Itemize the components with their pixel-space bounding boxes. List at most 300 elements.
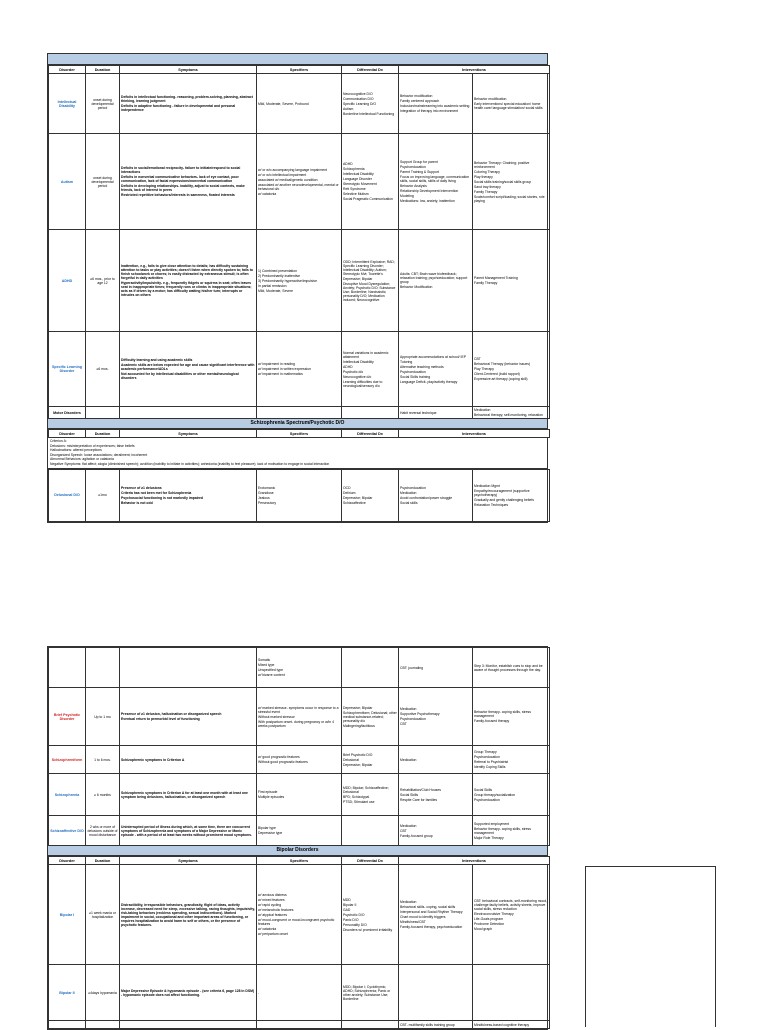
differential-cell xyxy=(342,816,399,846)
criterion-line: Disorganized Speech: loose associations; derailment; incoherent xyxy=(50,452,148,457)
specifiers-cell-item: w/ atypical features xyxy=(258,913,288,917)
duration: ≥4days hypomania xyxy=(86,965,120,1021)
specifiers-cell-item: Bipolar type xyxy=(258,826,276,830)
interventions-cell xyxy=(399,332,473,407)
empty-text-box xyxy=(585,866,716,1027)
differential-cell-item: Neurocognitive D/O xyxy=(343,91,373,96)
specifiers-cell xyxy=(257,774,342,816)
specifiers-cell-item: associated w/ another neurodevelopmental, mental or behavioral d/o xyxy=(258,182,339,191)
duration: ≥1 week mania or hospitalization xyxy=(86,865,120,965)
sheet-page-2 xyxy=(47,646,548,1030)
table-header-row xyxy=(49,430,550,438)
interventions-secondary-cell-item: Supported employment xyxy=(474,821,510,826)
interventions-cell-item: Respite Care for families xyxy=(400,797,438,802)
symptoms-cell-item: Schizophrenic symptoms in Criterion A for at least one month with at least one symptom being delusions, hallucination, or disorganized speech xyxy=(121,790,248,799)
symptoms-cell xyxy=(120,746,257,774)
specifiers-cell-item: w/ mixed features xyxy=(258,898,285,902)
interventions-cell-item: CBT xyxy=(400,828,407,833)
section2-body xyxy=(49,469,550,521)
disorder-name: Schizophreniform xyxy=(49,746,86,774)
header-interventions: Interventions xyxy=(399,857,550,865)
specifiers-cell-item: w/ melancholic features xyxy=(258,908,294,912)
interventions-cell-item: Focus on improving language, communication skills, social skills, skills of daily living xyxy=(400,175,470,183)
specifiers-cell-item: w/ anxious distress xyxy=(258,893,287,897)
differential-cell-item: OCD xyxy=(343,485,351,490)
interventions-secondary-cell-item: CBT xyxy=(474,357,481,361)
header-duration: Duration xyxy=(86,430,120,438)
symptoms-cell-item: Academic skills are below expected for age and cause significant interference with academic performance/ADLs xyxy=(121,363,255,371)
duration: ≥6 mos. xyxy=(86,332,120,407)
neurodevelopmental-table xyxy=(48,65,550,419)
specifiers-cell-item: First episode xyxy=(258,790,278,794)
disorder-name: Bipolar I xyxy=(49,865,86,965)
table-row xyxy=(49,816,550,846)
interventions-cell-item: CBT xyxy=(400,722,407,726)
interventions-cell-item: Avoid confrontation/power struggle xyxy=(400,495,453,500)
interventions-cell-item: Medication xyxy=(400,823,417,828)
differential-cell-item: Schizoaffective xyxy=(343,500,366,505)
differential-cell-item: Communication D/O xyxy=(343,96,374,101)
header-symptoms: Symptoms xyxy=(120,66,257,74)
interventions-cell xyxy=(399,74,473,134)
specifiers-cell xyxy=(257,332,342,407)
specifiers-cell-item: Depressive type xyxy=(258,831,283,835)
interventions-secondary-cell xyxy=(473,816,550,846)
interventions-cell-item: Medication xyxy=(400,490,417,495)
header-differential: Differential Dx xyxy=(342,430,399,438)
interventions-secondary-cell-item: Family Therapy xyxy=(474,281,498,285)
differential-cell-item: Rett Syndrome xyxy=(343,187,366,191)
symptoms-cell xyxy=(120,74,257,134)
specifiers-cell xyxy=(257,74,342,134)
differential-cell-item: Schizophreniform; Delusional; other medical substance-related; personality d/o xyxy=(343,710,397,723)
specifiers-cell-item: Somatic xyxy=(258,658,271,662)
specifiers-cell-item: 1) Combined presentation xyxy=(258,268,298,273)
specifiers-cell-item: Mixed type xyxy=(258,663,275,667)
interventions-secondary-cell-item: Identify Coping Skills xyxy=(474,765,506,769)
interventions-cell-item: Social Skills xyxy=(400,792,419,797)
interventions-cell-item: Family centered approach xyxy=(400,99,440,103)
blank-header-bar xyxy=(48,54,547,65)
differential-cell-item: Social Pragmatic Communication xyxy=(343,197,393,201)
criterion-line: Delusions: misinterpretation of experiences; false beliefs xyxy=(50,443,135,448)
differential-cell-item: Depressive; Bipolar xyxy=(343,762,373,767)
specifiers-cell-item: 3) Predominantly hyperactive/impulsive xyxy=(258,278,317,283)
interventions-cell-item: Modeling xyxy=(400,194,414,198)
psychotic-continued-table xyxy=(48,647,550,846)
differential-cell-item: Neurocognitive d/o xyxy=(343,374,372,379)
interventions-cell-item: Medication xyxy=(400,757,417,762)
specifiers-cell-item: Without good prognostic features xyxy=(258,760,308,764)
interventions-cell-item: Medication xyxy=(400,900,417,904)
symptoms-cell-item: Not accounted for by intellectual disabilities or other mental/neurological disorders xyxy=(121,372,239,380)
specifiers-cell-item: w/ catatonia xyxy=(258,927,277,931)
interventions-secondary-cell-item: Major Role Therapy xyxy=(474,835,504,840)
symptoms-cell-item: Major Depressive Episode & hypomanic episode - (see criteria 6, page 128 in DSM) - hypomanic episode does not affect functioning. xyxy=(121,988,255,997)
differential-cell-item: Disruptive Mood Dysregulation; Anxiety; Psychotic D/O; Substance Use; Borderline; Narcissistic; personality D/O; Medication induced; Neurocognitive xyxy=(343,281,396,302)
specifiers-cell-item: w/ impairment in mathematics xyxy=(258,372,303,376)
interventions-secondary-cell-item: Behavior therapy- coping skills, stress management xyxy=(474,826,531,835)
header-symptoms: Symptoms xyxy=(120,857,257,865)
interventions-secondary-cell-item: Psychoeducation xyxy=(474,797,500,802)
schizophrenia-table xyxy=(48,469,550,522)
schizophrenia-header-table xyxy=(48,429,550,438)
interventions-cell-item: CBT: journaling xyxy=(400,665,423,670)
interventions-secondary-cell-item: CBT: behavioral contracts, self-monitoring mood, challenge faulty beliefs, activity sheets, improve social skills, stress reduction xyxy=(474,898,548,911)
differential-cell-item: Schizophrenia xyxy=(343,167,365,171)
disorder-name: Autism xyxy=(49,134,86,230)
symptoms-cell-item: Deficits in intellectual functioning- reasoning, problem-solving, planning, abstract thinking, learning judgment xyxy=(121,95,253,103)
table-row xyxy=(49,230,550,332)
duration: ≥6 mos., prior to age 12 xyxy=(86,230,120,332)
interventions-cell-item: Behavioral skills- coping, social skills xyxy=(400,905,456,909)
differential-cell xyxy=(342,965,399,1021)
differential-cell-item: Autism xyxy=(343,106,354,111)
interventions-cell-item: Integration of therapy into environment xyxy=(400,109,459,113)
interventions-secondary-cell-item: Family Therapy xyxy=(474,189,498,194)
interventions-secondary-cell-item: Sand tray therapy xyxy=(474,184,501,189)
interventions-cell-item: Behavior modification xyxy=(400,94,433,98)
interventions-cell-item: Inclusion/mainstreaming into academic setting xyxy=(400,104,470,108)
symptoms-cell-item: Distractibility, irresponsible behaviors, grandiosity, flight of ideas, activity increase, decreased need for sleep, excessive talking, racing thoughts, impulsivity, risk-taking behaviors (reckless spending, sexual indiscretions). Marked impairment in social, occupational and other important areas of functioning, or requires hospitalization to avoid harm to self or others, or the presence of psychotic features. xyxy=(121,902,255,927)
symptoms-cell xyxy=(120,469,257,521)
section-title-bipolar: Bipolar Disorders xyxy=(48,846,547,856)
symptoms-cell-item: Difficulty learning and using academic skills xyxy=(121,358,193,362)
header-differential: Differential Dx xyxy=(342,66,399,74)
interventions-cell xyxy=(399,407,473,419)
differential-cell xyxy=(342,648,399,688)
differential-cell xyxy=(342,469,399,521)
differential-cell-item: GAD xyxy=(343,907,351,912)
specifiers-cell-item: Persecutory xyxy=(258,500,277,505)
differential-cell-item: Learning difficulties due to neurological/sensory d/o xyxy=(343,379,383,388)
interventions-secondary-cell xyxy=(473,746,550,774)
differential-cell-item: Delusional xyxy=(343,757,359,762)
duration: onset during developmental period xyxy=(86,74,120,134)
interventions-cell-item: Language Deficit- play/activity therapy xyxy=(400,379,458,384)
specifiers-cell-item: w/ impairment in reading xyxy=(258,362,295,366)
interventions-secondary-cell-item: Step 3: Monitor, establish cues to stop and be aware of thought processes through the day. xyxy=(474,663,543,672)
interventions-secondary-cell-item: Psychoeducation xyxy=(474,755,500,759)
header-symptoms: Symptoms xyxy=(120,430,257,438)
section1-body xyxy=(49,74,550,419)
symptoms-cell xyxy=(120,407,257,419)
differential-cell-item: MDD; Bipolar I; Cyclothymic; ADHD; Schizophrenia; Panic or other anxiety; Substance Use; Borderline xyxy=(343,984,391,1001)
interventions-secondary-cell-item: Play Therapy xyxy=(474,367,494,371)
interventions-cell-item: Support Group for parent xyxy=(400,160,438,164)
specifiers-cell xyxy=(257,469,342,521)
table-row xyxy=(49,688,550,746)
specifiers-cell xyxy=(257,648,342,688)
header-duration: Duration xyxy=(86,66,120,74)
specifiers-cell-item: In partial remission xyxy=(258,283,287,288)
table-row-tail xyxy=(49,1021,550,1029)
interventions-cell xyxy=(399,648,473,688)
empty-cell xyxy=(342,1021,399,1029)
specifiers-cell-item: w/ peripartum onset xyxy=(258,932,288,936)
disorder-name: Schizoaffective D/O xyxy=(49,816,86,846)
differential-cell-item: Intellectual Disability xyxy=(343,359,374,364)
interventions-cell-item: Parent Training & Support xyxy=(400,170,440,174)
differential-cell-item: Normal variations in academic attainment xyxy=(343,350,389,359)
interventions-secondary-cell-item: Behavior modification xyxy=(474,97,507,101)
differential-cell-item: Psychotic d/o xyxy=(343,369,364,374)
sheet-page-1 xyxy=(47,53,548,523)
symptoms-cell-item: Deficits in nonverbal communicative behaviors- lack of eye contact, poor communication, lack of facial expressions/nonverbal communication xyxy=(121,175,239,183)
differential-cell-item: MDD xyxy=(343,897,351,902)
interventions-cell-item: Psychoeducation xyxy=(400,165,426,169)
differential-cell-item: Malingering/factitious xyxy=(343,723,375,728)
differential-cell-item: Specific Learning D/O xyxy=(343,101,376,106)
interventions-cell-item: Psychoeducation xyxy=(400,369,426,374)
specifiers-cell xyxy=(257,688,342,746)
interventions-secondary-cell-item: Behavior therapy- coping skills, stress management xyxy=(474,710,531,718)
disorder-name: Specific Learning Disorder xyxy=(49,332,86,407)
specifiers-cell xyxy=(257,134,342,230)
disorder-name xyxy=(49,648,86,688)
specifiers-cell-item: Without marked stressor xyxy=(258,714,295,719)
criterion-line: Abnormal Behaviors: agitation or catatonia xyxy=(50,457,114,462)
table-header-row xyxy=(49,66,550,74)
interventions-secondary-cell xyxy=(473,965,550,1021)
interventions-secondary-cell: Mindfulness-based cognitive therapy xyxy=(473,1021,550,1029)
duration xyxy=(86,648,120,688)
differential-cell-item: Brief Psychotic D/O xyxy=(343,752,373,757)
criterion-a-block xyxy=(48,438,547,469)
interventions-secondary-cell xyxy=(473,865,550,965)
table-row xyxy=(49,746,550,774)
disorder-name: Brief Psychotic Disorder xyxy=(49,688,86,746)
differential-cell-item: Depressive; Bipolar xyxy=(343,705,373,710)
specifiers-cell-item: Unspecified type xyxy=(258,668,284,672)
specifiers-cell-item: 2) Predominantly inattentive xyxy=(258,273,301,278)
disorder-name: Intellectual Disability xyxy=(49,74,86,134)
specifiers-cell-item: w/ impairment in written expression xyxy=(258,367,311,371)
duration: ≥1mo xyxy=(86,469,120,521)
symptoms-cell xyxy=(120,965,257,1021)
specifiers-cell-item: w/ rapid cycling xyxy=(258,903,282,907)
interventions-secondary-cell-item: Coloring Therapy xyxy=(474,169,500,174)
symptoms-cell-item: Presence of ≥1 delusion, hallucination or disorganized speech xyxy=(121,712,222,716)
differential-cell-item: PTSD; Stimulant use xyxy=(343,799,375,804)
differential-cell xyxy=(342,332,399,407)
interventions-secondary-cell xyxy=(473,230,550,332)
specifiers-cell-item: w/ good prognostic features xyxy=(258,755,300,759)
criterion-line: Hallucinations: altered perceptions xyxy=(50,448,102,453)
symptoms-cell-item: Psychosocial functioning is not markedly impaired xyxy=(121,495,203,500)
header-interventions: Interventions xyxy=(399,66,550,74)
table-row xyxy=(49,469,550,521)
differential-cell xyxy=(342,230,399,332)
criterion-line: Criterion A: xyxy=(50,439,67,443)
symptoms-cell xyxy=(120,134,257,230)
specifiers-cell-item: Mild, Moderate, Severe, Profound xyxy=(258,101,309,106)
interventions-secondary-cell-item: Social skills training/social skills group xyxy=(474,179,532,184)
specifiers-cell xyxy=(257,230,342,332)
interventions-cell-item: Alternative teaching methods xyxy=(400,364,444,369)
duration: 1 to 6 mos. xyxy=(86,746,120,774)
differential-cell xyxy=(342,865,399,965)
interventions-secondary-cell-item: Empathy/encouragement (supportive psychotherapy) xyxy=(474,488,530,497)
interventions-secondary-cell xyxy=(473,74,550,134)
interventions-cell xyxy=(399,816,473,846)
symptoms-cell-item: Deficits in social/emotional reciprocity- failure to initiate/respond to social interactions xyxy=(121,166,241,174)
symptoms-cell-item: Restricted repetitive behaviors/interests in sameness, fixated interests xyxy=(121,193,235,197)
interventions-cell-item: Interpersonal and Social Rhythm Therapy xyxy=(400,910,463,914)
header-differential: Differential Dx xyxy=(342,857,399,865)
table-row xyxy=(49,774,550,816)
table-header-row xyxy=(49,857,550,865)
symptoms-cell-item: Schizophrenic symptoms in Criterion A xyxy=(121,757,185,762)
section4-body xyxy=(49,865,550,1029)
differential-cell xyxy=(342,134,399,230)
interventions-secondary-cell xyxy=(473,774,550,816)
interventions-cell-item: Family-focused group xyxy=(400,833,433,838)
symptoms-cell xyxy=(120,332,257,407)
empty-cell xyxy=(257,1021,342,1029)
specifiers-cell-item: w/ mood-congruent or mood-incongruent psychotic features xyxy=(258,918,335,926)
differential-cell-item: ADHD xyxy=(343,364,353,369)
symptoms-cell xyxy=(120,688,257,746)
interventions-cell-item: Mindfulness/CBT xyxy=(400,920,426,924)
empty-cell xyxy=(120,1021,257,1029)
interventions-cell xyxy=(399,746,473,774)
header-disorder: Disorder xyxy=(49,66,86,74)
duration: onset during developmental period xyxy=(86,134,120,230)
differential-cell-item: Bipolar II xyxy=(343,902,357,907)
interventions-secondary-cell-item: Scale/comfort script/loading; social stories, role playing xyxy=(474,194,545,203)
interventions-cell xyxy=(399,230,473,332)
interventions-cell xyxy=(399,774,473,816)
header-specifiers: Specifiers xyxy=(257,857,342,865)
symptoms-cell xyxy=(120,816,257,846)
differential-cell-item: Borderline Intellectual Functioning xyxy=(343,111,395,116)
interventions-secondary-cell-item: Electroconvulsive Therapy xyxy=(474,911,514,916)
interventions-cell-item: Adults: CBT; Brain wave biofeedback; relaxation training; psychoeducation; support group xyxy=(400,272,468,284)
criterion-line: Negative Symptoms: flat affect; alogia (diminished speech); avolition (inability to initiate in activities); anhedonia (inability to feel pleasure); lack of motivation to engage in social interaction xyxy=(50,461,330,466)
symptoms-cell-item: Behavior is not odd xyxy=(121,500,153,505)
specifiers-cell-item: Multiple episodes xyxy=(258,795,285,799)
interventions-cell-item: Chart mood to identify triggers xyxy=(400,915,446,919)
interventions-secondary-cell-item: Play therapy xyxy=(474,174,493,179)
duration xyxy=(86,407,120,419)
symptoms-cell-item: Inattention, e.g., fails to give close attention to details; has difficulty sustaining attention to tasks or play activities; doesn't listen when directly spoken to; fails to finish schoolwork or chores; is easily distracted by extraneous stimuli; is often forgetful in daily activities xyxy=(121,264,253,280)
table-row xyxy=(49,332,550,407)
section3-body xyxy=(49,648,550,846)
symptoms-cell-item: Eventual return to premorbid level of functioning xyxy=(121,717,200,721)
interventions-cell-item: Tutoring xyxy=(400,359,413,364)
disorder-name: Delusional D/O xyxy=(49,469,86,521)
interventions-secondary-cell-item: Mood graph xyxy=(474,926,493,931)
header-interventions: Interventions xyxy=(399,430,550,438)
differential-cell-item: Stereotypic Movement xyxy=(343,182,377,186)
duration: ≥ 6 months xyxy=(86,774,120,816)
differential-cell xyxy=(342,688,399,746)
specifiers-cell-item: - xyxy=(258,990,260,995)
interventions-secondary-cell-item: Expressive art therapy (coping skill) xyxy=(474,377,528,381)
interventions-secondary-cell-item: Gradually and gently challenging beliefs xyxy=(474,497,534,502)
interventions-secondary-cell xyxy=(473,648,550,688)
differential-cell-item: MDD; Bipolar; Schizoaffective; Delusional xyxy=(343,785,389,794)
header-disorder: Disorder xyxy=(49,430,86,438)
interventions-cell-item: Supportive Psychotherapy xyxy=(400,712,440,716)
differential-cell-item: Depressive; Bipolar xyxy=(343,276,373,281)
symptoms-cell-item: Criteria has not been met for Schizophrenia xyxy=(121,490,192,495)
interventions-secondary-cell-item: Group therapy/socialization xyxy=(474,792,516,797)
interventions-secondary-cell-item: Medication xyxy=(474,408,491,412)
disorder-name: Motor Disorders xyxy=(49,407,86,419)
table-row xyxy=(49,865,550,965)
specifiers-cell-item: Grandiose xyxy=(258,490,274,495)
interventions-cell-item: Appropriate accommodations at school/ IEP xyxy=(400,354,466,359)
interventions-secondary-cell-item: Parent Management Training xyxy=(474,276,518,280)
interventions-secondary-cell xyxy=(473,134,550,230)
specifiers-cell-item: w/ marked stressor- symptoms occur in response to a stressful event xyxy=(258,705,339,714)
differential-cell xyxy=(342,74,399,134)
specifiers-cell-item: w/ or w/o accompanying language impairment xyxy=(258,167,327,172)
interventions-secondary-cell-item: Life-Goals program xyxy=(474,916,504,921)
differential-cell-item: ADHD xyxy=(343,162,353,166)
section-title-schizophrenia: Schizophrenia Spectrum/Psychotic D/O xyxy=(48,419,547,429)
interventions-cell-item: Social Skills training xyxy=(400,374,431,379)
symptoms-cell-item: Deficits in adaptive functioning - failure in developmental and personal independence xyxy=(121,104,236,112)
differential-cell-item: Psychotic D/O xyxy=(343,912,365,917)
interventions-cell: CBT- multifamily skills training group xyxy=(399,1021,473,1029)
interventions-cell xyxy=(399,134,473,230)
symptoms-cell-item: Presence of ≥1 delusions xyxy=(121,485,162,490)
differential-cell-item: BPD; Schizotypal xyxy=(343,794,370,799)
interventions-cell xyxy=(399,688,473,746)
interventions-cell-item: Behavior Analysis xyxy=(400,184,427,188)
symptoms-cell xyxy=(120,648,257,688)
duration: 2 wks or more of delusions outside of mood disturbance xyxy=(86,816,120,846)
interventions-cell-item: Psychoeducation xyxy=(400,485,426,490)
table-row xyxy=(49,134,550,230)
header-specifiers: Specifiers xyxy=(257,430,342,438)
symptoms-cell-item: Uninterrupted period of illness during which, at some time, there are concurrent symptoms of Schizophrenia and symptoms of a Major Depressive or Manic episode - with a period of at least two weeks without prominent mood symptoms. xyxy=(121,824,252,837)
header-specifiers: Specifiers xyxy=(257,66,342,74)
interventions-secondary-cell-item: Referral to Psychiatrist xyxy=(474,760,509,764)
interventions-cell-item: Rehabilitation/Club Houses xyxy=(400,787,441,792)
specifiers-cell-item: Mild, Moderate, Severe xyxy=(258,288,294,293)
interventions-secondary-cell xyxy=(473,407,550,419)
specifiers-cell-item: associated w/ medical/genetic condition xyxy=(258,177,318,182)
differential-cell-item: Panic D/O xyxy=(343,917,359,922)
interventions-cell xyxy=(399,865,473,965)
interventions-secondary-cell-item: Relaxation Techniques xyxy=(474,502,509,507)
table-row-continued xyxy=(49,648,550,688)
symptoms-cell xyxy=(120,865,257,965)
differential-cell-item: Disorders w/ prominent irritability xyxy=(343,927,393,932)
differential-cell-item: Intellectual Disability xyxy=(343,172,374,176)
specifiers-cell xyxy=(257,965,342,1021)
interventions-secondary-cell-item: Family-focused therapy xyxy=(474,719,510,723)
symptoms-cell xyxy=(120,230,257,332)
interventions-secondary-cell-item: Client-Centered (build rapport) xyxy=(474,372,520,376)
table-row xyxy=(49,407,550,419)
differential-cell-item: Personality D/O xyxy=(343,922,367,927)
interventions-secondary-cell-item: Medication Mgmt xyxy=(474,483,500,488)
differential-cell xyxy=(342,407,399,419)
duration: Up to 1 mo xyxy=(86,688,120,746)
symptoms-cell-item: Hyperactivity/Impulsivity- e.g., frequently fidgets or squirms in seat; often leaves seat in inappropriate times; frequently runs or climbs in inappropriate situations; acts as if driven by a motor; has difficulty waiting his/her turn; interrupts or intrudes on others xyxy=(121,281,252,297)
interventions-cell xyxy=(399,469,473,521)
symptoms-cell xyxy=(120,774,257,816)
table-row xyxy=(49,74,550,134)
differential-cell-item: Depressive; Bipolar xyxy=(343,495,373,500)
interventions-secondary-cell-item: Behavior Therapy: Chaining; positive reinforcement xyxy=(474,160,530,169)
specifiers-cell xyxy=(257,407,342,419)
